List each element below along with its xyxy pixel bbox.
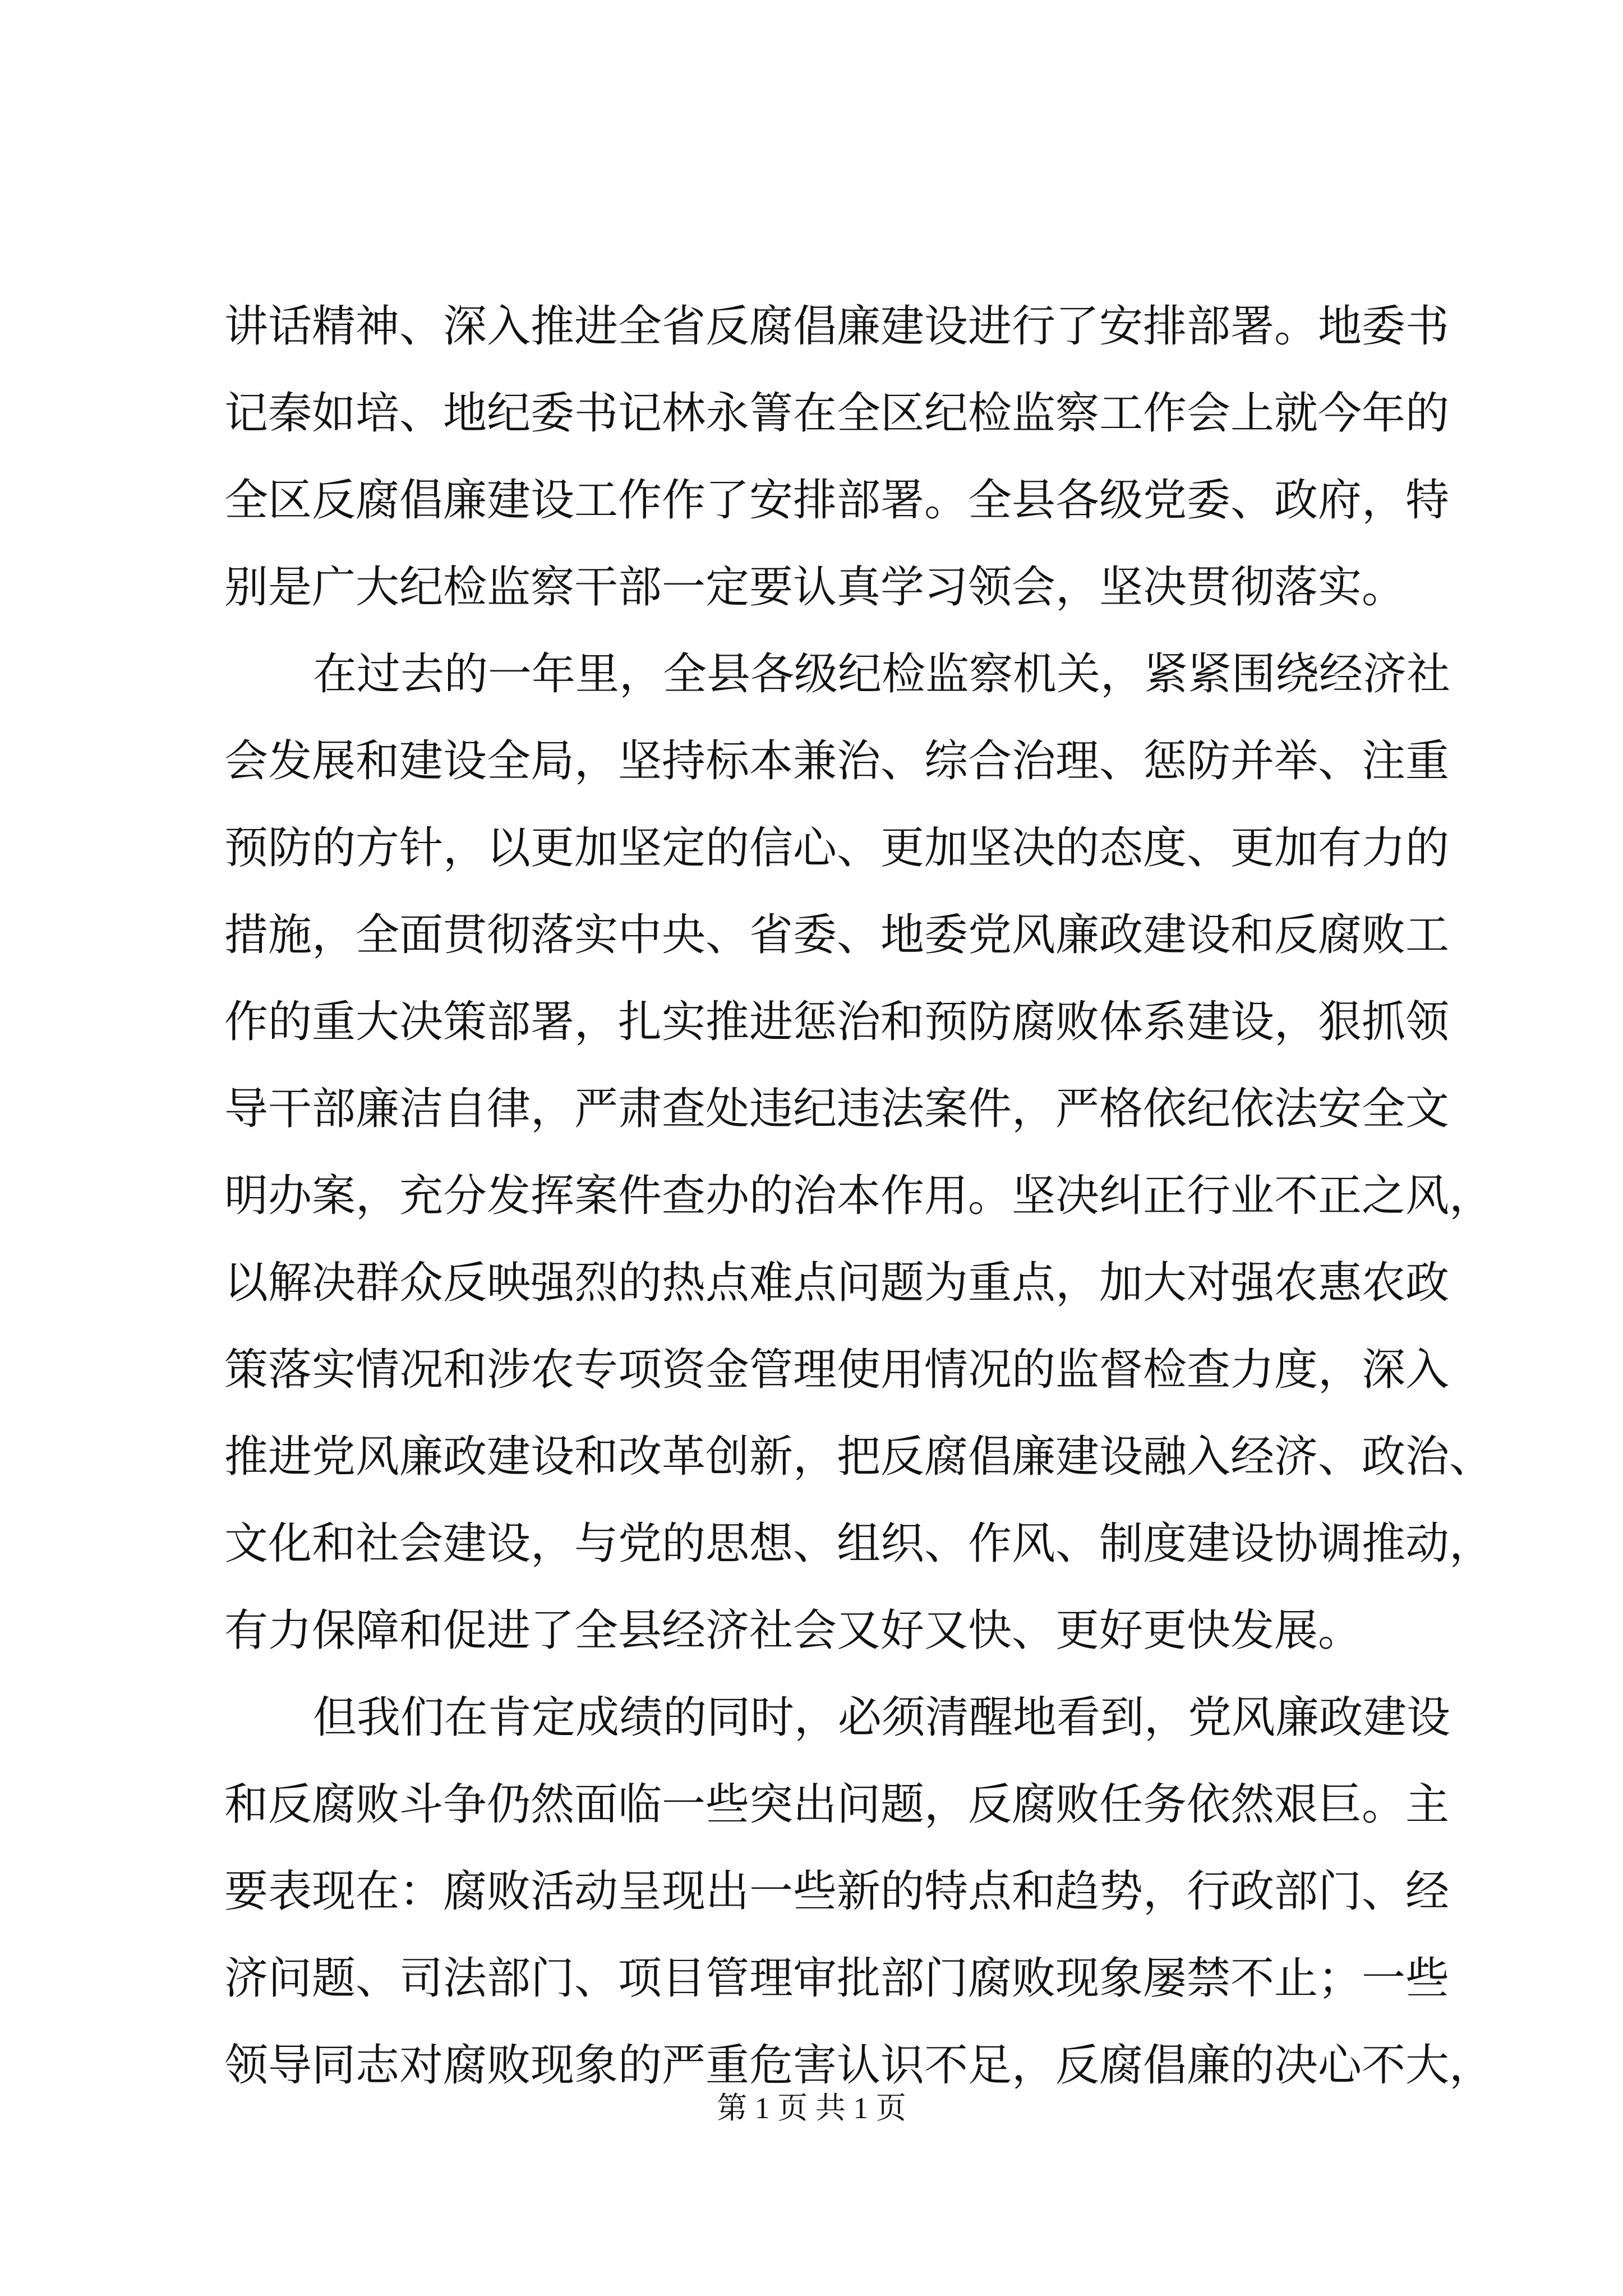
- text-line: 措施，全面贯彻落实中央、省委、地委党风廉政建设和反腐败工: [224, 910, 1450, 960]
- text-line: 别是广大纪检监察干部一定要认真学习领会，坚决贯彻落实。: [224, 562, 1406, 613]
- text-line: 全区反腐倡廉建设工作作了安排部署。全县各级党委、政府，特: [224, 475, 1450, 526]
- text-line: 要表现在：腐败活动呈现出一些新的特点和趋势，行政部门、经: [224, 1866, 1450, 1917]
- text-line: 在过去的一年里，全县各级纪检监察机关，紧紧围绕经济社: [313, 649, 1451, 700]
- text-line: 济问题、司法部门、项目管理审批部门腐败现象屡禁不止；一些: [224, 1953, 1450, 2004]
- text-line: 预防的方针，以更加坚定的信心、更加坚决的态度、更加有力的: [224, 823, 1450, 873]
- text-line: 策落实情况和涉农专项资金管理使用情况的监督检查力度，深入: [224, 1345, 1450, 1395]
- text-line: 记秦如培、地纪委书记林永箐在全区纪检监察工作会上就今年的: [224, 388, 1450, 439]
- text-line: 会发展和建设全局，坚持标本兼治、综合治理、惩防并举、注重: [224, 736, 1450, 786]
- text-line: 文化和社会建设，与党的思想、组织、作风、制度建设协调推动，: [224, 1519, 1493, 1569]
- text-line: 以解决群众反映强烈的热点难点问题为重点，加大对强农惠农政: [224, 1258, 1450, 1308]
- text-line: 明办案，充分发挥案件查办的治本作用。坚决纠正行业不正之风，: [224, 1171, 1493, 1221]
- page-number-footer: 第 1 页 共 1 页: [717, 2091, 906, 2125]
- text-line: 领导同志对腐败现象的严重危害认识不足，反腐倡廉的决心不大，: [224, 2040, 1493, 2091]
- text-line: 推进党风廉政建设和改革创新，把反腐倡廉建设融入经济、政治、: [224, 1432, 1493, 1482]
- text-line: 但我们在肯定成绩的同时，必须清醒地看到，党风廉政建设: [313, 1692, 1451, 1743]
- text-line: 有力保障和促进了全县经济社会又好又快、更好更快发展。: [224, 1605, 1362, 1656]
- text-line: 导干部廉洁自律，严肃查处违纪违法案件，严格依纪依法安全文: [224, 1084, 1450, 1134]
- document-body: [224, 283, 1493, 2109]
- text-line: 讲话精神、深入推进全省反腐倡廉建设进行了安排部署。地委书: [224, 301, 1450, 352]
- text-line: 作的重大决策部署，扎实推进惩治和预防腐败体系建设，狠抓领: [224, 997, 1450, 1047]
- text-line: 和反腐败斗争仍然面临一些突出问题，反腐败任务依然艰巨。主: [224, 1779, 1450, 1830]
